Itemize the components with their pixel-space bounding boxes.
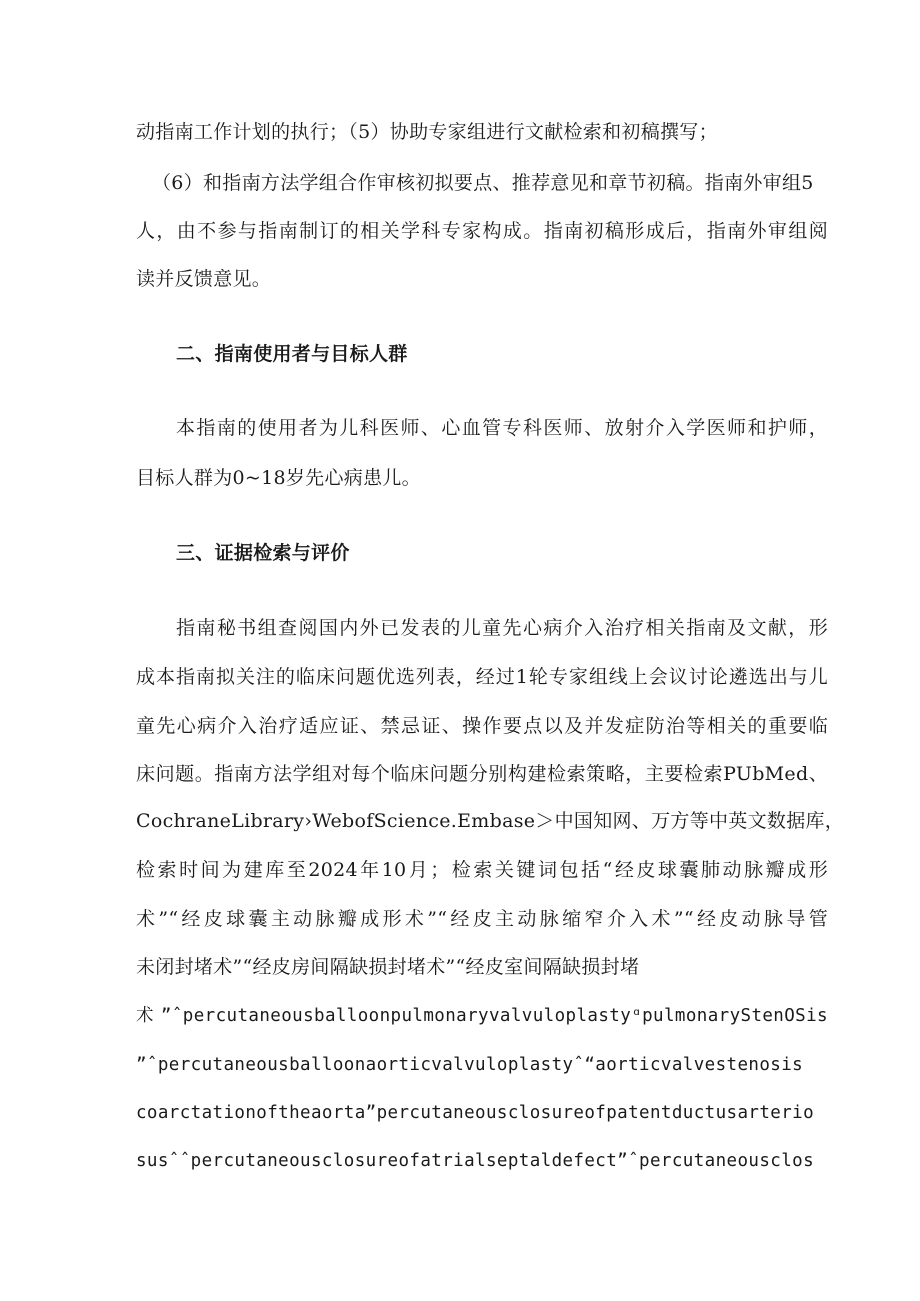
text-line-latin: susˆˆpercutaneousclosureofatrialseptaldefect”ˆpercutaneousclos: [136, 1151, 815, 1171]
text-line: 检索时间为建库至2024年10月；检索关键词包括“经皮球囊肺动脉瓣成形: [136, 859, 828, 881]
text-line-latin: 术”ˆpercutaneousballoonpulmonaryvalvuloplastyᵅpulmonaryStenOSis: [136, 1006, 828, 1026]
section-heading: 三、证据检索与评价: [176, 542, 350, 564]
text-line: 术”“经皮球囊主动脉瓣成形术”“经皮主动脉缩窄介入术”“经皮动脉导管: [136, 908, 828, 930]
section-heading: 二、指南使用者与目标人群: [176, 343, 408, 365]
text-line: 床问题。指南方法学组对每个临床问题分别构建检索策略，主要检索PUbMed、: [136, 763, 828, 785]
text-line-latin: coarctationoftheaorta”percutaneousclosureofpatentductusarterio: [136, 1103, 815, 1123]
text-line: 成本指南拟关注的临床问题优选列表，经过1轮专家组线上会议讨论遴选出与儿: [136, 666, 828, 688]
text-line: CochraneLibrary›WebofScience.Embase＞中国知网、万方等中英文数据库，: [136, 810, 845, 832]
text-line: 本指南的使用者为儿科医师、心血管专科医师、放射介入学医师和护师，: [176, 417, 828, 439]
text-line: 人，由不参与指南制订的相关学科专家构成。指南初稿形成后，指南外审组阅: [136, 220, 828, 242]
text-line-latin: ”ˆpercutaneousballoonaorticvalvuloplastyˆ“aorticvalvestenosis: [136, 1055, 804, 1075]
text-line: 读并反馈意见。: [136, 268, 272, 290]
text-line: 指南秘书组查阅国内外已发表的儿童先心病介入治疗相关指南及文献，形: [176, 617, 828, 639]
text-line: 童先心病介入治疗适应证、禁忌证、操作要点以及并发症防治等相关的重要临: [136, 715, 828, 737]
text-line: 动指南工作计划的执行；（5）协助专家组进行文献检索和初稿撰写；: [136, 121, 718, 143]
text-line: 未闭封堵术”“经皮房间隔缺损封堵术”“经皮室间隔缺损封堵: [136, 956, 640, 978]
text-line: （6）和指南方法学组合作审核初拟要点、推荐意见和章节初稿。指南外审组5: [152, 172, 814, 194]
text-line: 目标人群为0~18岁先心病患儿。: [136, 467, 421, 489]
